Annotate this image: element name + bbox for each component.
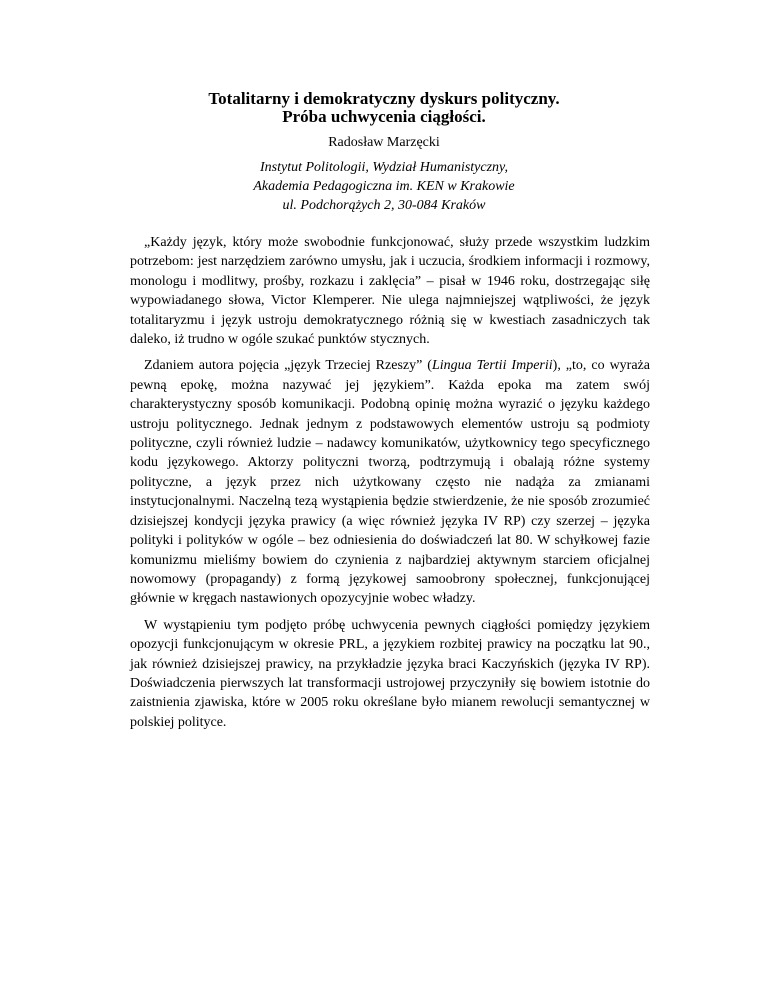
paragraph-1: „Każdy język, który może swobodnie funkcjonować, służy przede wszystkim ludzkim potrzebom: jest narzędziem zarówno umysłu, jak i uczucia, środkiem informacji i rozmowy, monologu i modlitwy, prośby, rozkazu i zaklęcia” – pisał w 1946 roku, dostrzegając siłę wypowiadanego słowa, Victor Klemperer. Nie ulega najmniejszej wątpliwości, że język totalitaryzmu i język ustroju demokratycznego różnią się w kwestiach zasadniczych tak daleko, iż trudno w ogóle szukać punktów stycznych. [130, 235, 650, 348]
document-body [130, 233, 650, 739]
paragraph-2-text-end: ), „to, co wyraża pewną epokę, można nazywać jej językiem”. Każda epoka ma zatem swój charakterystyczny sposób komunikacji. Podobną opinię można wyrazić o języku każdego ustroju politycznego. Jednak jednym z podstawowych elementów ustroju są podmioty polityczne, czyli również ludzie – nadawcy komunikatów, użytkownicy tego specyficznego kodu językowego. Aktorzy polityczni tworzą, podtrzymują i obalają różne systemy polityczne, a język przez nich użytkowany często nie nadąża za zmianami instytucjonalnymi. Naczelną tezą wystąpienia będzie stwierdzenie, że nie sposób zrozumieć dzisiejszej kondycji języka prawicy (a więc również języka IV RP) czy szerzej – języka polityki i polityków w ogóle – bez odniesienia do doświadczeń lat 80. W schyłkowej fazie komunizmu mieliśmy bowiem do czynienia z najbardziej aktywnym starciem oficjalnej nowomowy (propagandy) z formą językowej samoobrony społecznej, funkcjonującej głównie w kręgach nastawionych opozycyjnie wobec władzy. [130, 358, 650, 607]
paragraph-2 [130, 356, 650, 608]
paragraph-3: W wystąpieniu tym podjęto próbę uchwycenia pewnych ciągłości pomiędzy językiem opozycji funkcjonującym w okresie PRL, a językiem rozbitej prawicy na początku lat 90., jak również dzisiejszej prawicy, na przykładzie języka braci Kaczyńskich (języka IV RP). Doświadczenia pierwszych lat transformacji ustrojowej przyczyniły się bowiem istotnie do zaistnienia zjawiska, które w 2005 roku określane było mianem rewolucji semantycznej w polskiej polityce. [130, 617, 650, 730]
affiliation-line-1: Instytut Politologii, Wydział Humanistyczny, [260, 160, 508, 175]
title-line-1: Totalitarny i demokratyczny dyskurs polityczny. [208, 89, 560, 108]
title-line-2: Próba uchwycenia ciągłości. [282, 107, 486, 126]
affiliation-line-3: ul. Podchorążych 2, 30-084 Kraków [282, 198, 486, 213]
author-affiliation [130, 158, 638, 215]
affiliation-line-2: Akademia Pedagogiczna im. KEN w Krakowie [253, 179, 515, 194]
paragraph-2-latin-term: Lingua Tertii Imperii [431, 358, 553, 374]
author-name: Radosław Marzęcki [328, 135, 440, 150]
document-title [130, 90, 638, 126]
document-header [130, 90, 638, 215]
paragraph-2-text-start: Zdaniem autora pojęcia „język Trzeciej Rzeszy” ( [144, 358, 432, 374]
